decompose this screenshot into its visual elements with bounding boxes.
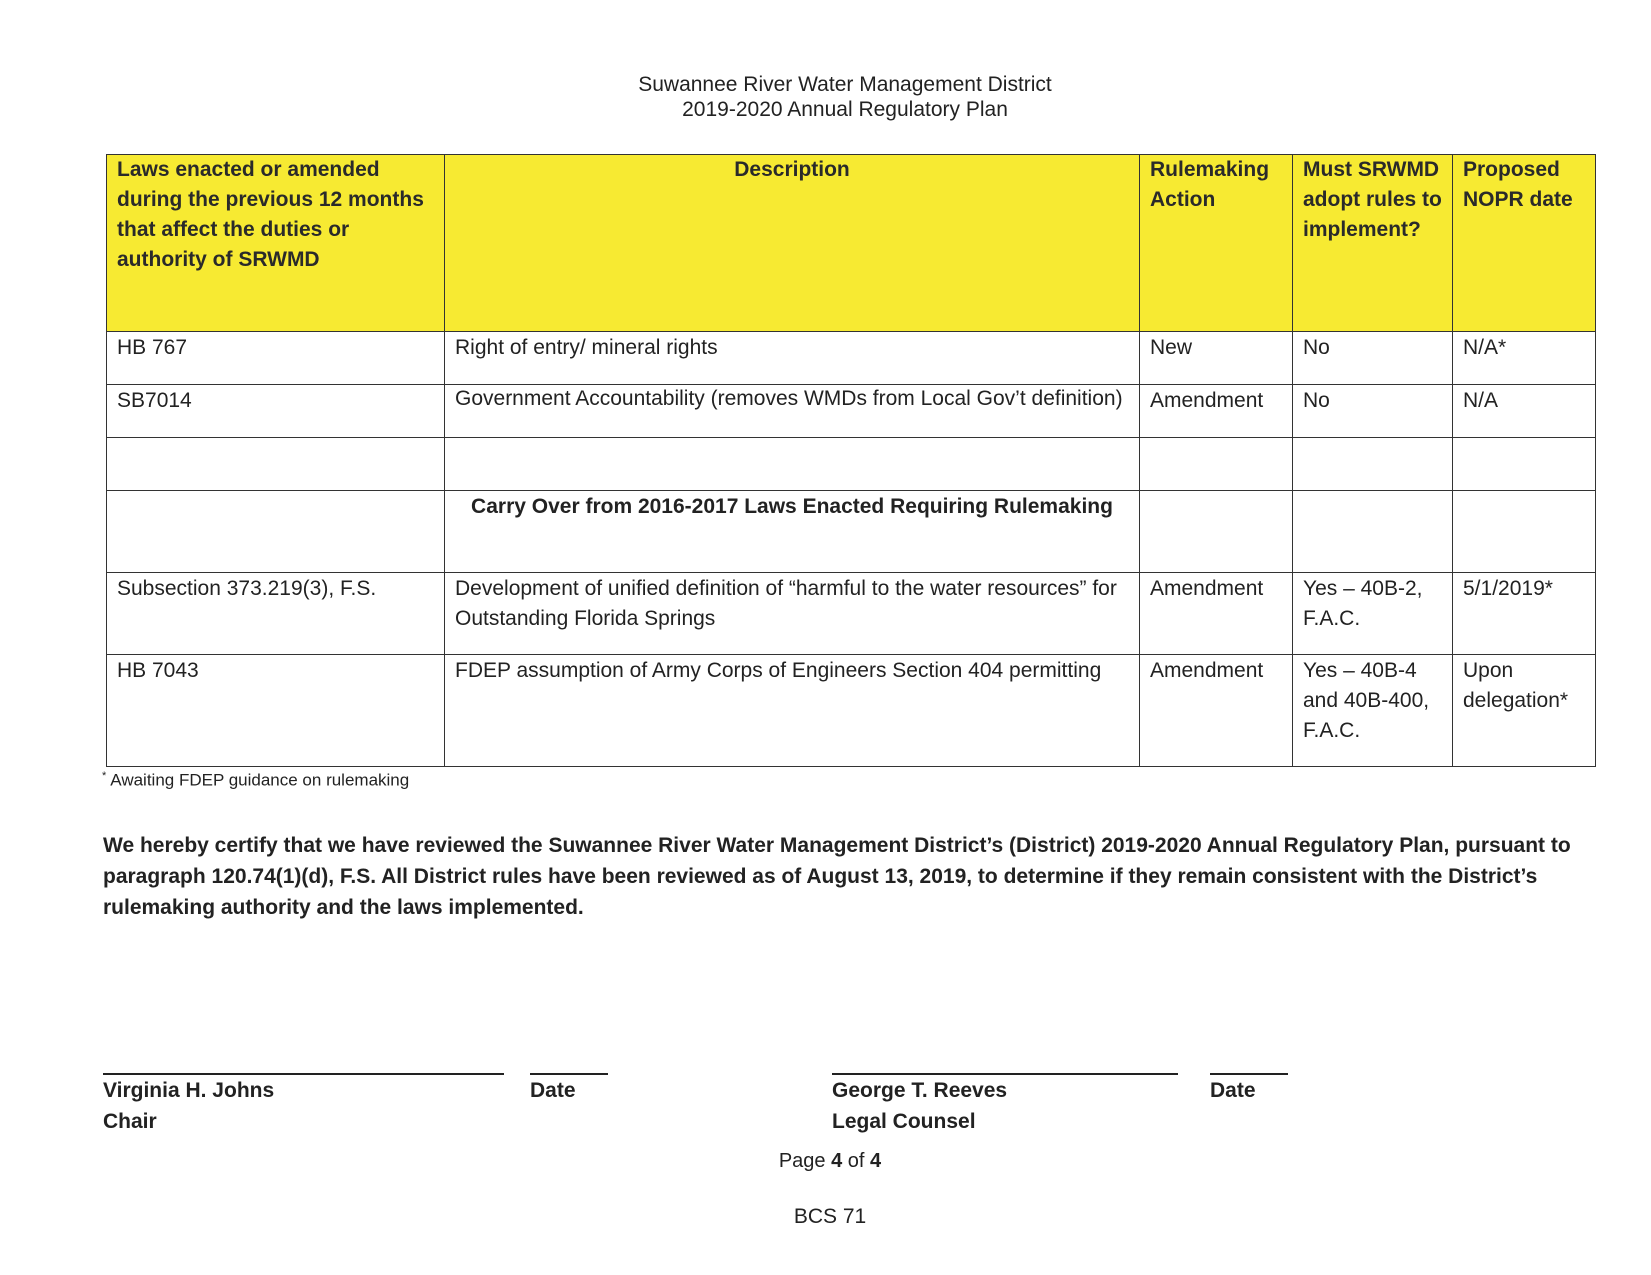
table-row-empty bbox=[107, 438, 1596, 491]
nopr-cell: 5/1/2019* bbox=[1453, 573, 1596, 655]
law-cell: HB 7043 bbox=[107, 655, 445, 767]
must-adopt-cell: No bbox=[1293, 385, 1453, 438]
law-cell bbox=[107, 491, 445, 573]
description-cell: Government Accountability (removes WMDs from Local Gov’t definition) bbox=[445, 385, 1140, 438]
action-cell: New bbox=[1140, 332, 1293, 385]
must-adopt-cell: Yes – 40B-2, F.A.C. bbox=[1293, 573, 1453, 655]
nopr-cell bbox=[1453, 491, 1596, 573]
must-adopt-cell bbox=[1293, 438, 1453, 491]
certification-statement: We hereby certify that we have reviewed the Suwannee River Water Management District’s (District) 2019-2020 Annual Regulatory Plan, pursuant to paragraph 120.74(1)(d), F.S. All District rules have been reviewed as of August 13, 2019, to determine if they remain consistent with the District’s rulemaking authority and the laws implemented. bbox=[103, 834, 1571, 919]
page-current: 4 bbox=[831, 1150, 843, 1172]
action-cell: Amendment bbox=[1140, 655, 1293, 767]
table-row bbox=[107, 655, 1596, 767]
signature-block-counsel bbox=[832, 1075, 1007, 1137]
table-footnote bbox=[102, 770, 409, 791]
must-adopt-cell: No bbox=[1293, 332, 1453, 385]
nopr-cell: N/A* bbox=[1453, 332, 1596, 385]
description-cell: Right of entry/ mineral rights bbox=[445, 332, 1140, 385]
action-cell bbox=[1140, 491, 1293, 573]
signature-block-chair bbox=[103, 1075, 274, 1137]
page-prefix: Page bbox=[778, 1150, 826, 1172]
page-number bbox=[0, 1150, 1651, 1173]
signer-name: Virginia H. Johns bbox=[103, 1079, 275, 1102]
action-cell bbox=[1140, 438, 1293, 491]
law-cell bbox=[107, 438, 445, 491]
column-header-rulemaking-action: Rulemaking Action bbox=[1140, 155, 1293, 332]
column-header-nopr-date: Proposed NOPR date bbox=[1453, 155, 1596, 332]
table-header-row bbox=[107, 155, 1596, 332]
plan-title: 2019-2020 Annual Regulatory Plan bbox=[682, 98, 1008, 121]
bcs-number: BCS 71 bbox=[793, 1205, 867, 1228]
date-label-counsel: Date bbox=[1210, 1079, 1256, 1102]
nopr-cell: N/A bbox=[1453, 385, 1596, 438]
law-cell: SB7014 bbox=[107, 385, 445, 438]
footnote-text: Awaiting FDEP guidance on rulemaking bbox=[110, 770, 410, 790]
must-adopt-cell bbox=[1293, 491, 1453, 573]
action-cell: Amendment bbox=[1140, 385, 1293, 438]
table-row bbox=[107, 332, 1596, 385]
law-cell: Subsection 373.219(3), F.S. bbox=[107, 573, 445, 655]
law-cell: HB 767 bbox=[107, 332, 445, 385]
document-header bbox=[0, 72, 1651, 122]
table-row bbox=[107, 385, 1596, 438]
date-label-chair: Date bbox=[530, 1079, 576, 1102]
page-total: 4 bbox=[870, 1150, 882, 1172]
table-section-row bbox=[107, 491, 1596, 573]
signer-title: Chair bbox=[103, 1110, 157, 1133]
table-row bbox=[107, 573, 1596, 655]
description-cell: FDEP assumption of Army Corps of Engineers Section 404 permitting bbox=[445, 655, 1140, 767]
column-header-description: Description bbox=[445, 155, 1140, 332]
page-of: of bbox=[847, 1150, 865, 1172]
footnote-marker: * bbox=[102, 770, 107, 782]
nopr-cell bbox=[1453, 438, 1596, 491]
description-cell bbox=[445, 438, 1140, 491]
regulatory-plan-table bbox=[106, 154, 1596, 767]
section-heading-cell: Carry Over from 2016-2017 Laws Enacted Requiring Rulemaking bbox=[445, 491, 1140, 573]
must-adopt-cell: Yes – 40B-4 and 40B-400, F.A.C. bbox=[1293, 655, 1453, 767]
signer-name: George T. Reeves bbox=[832, 1079, 1008, 1102]
district-name: Suwannee River Water Management District bbox=[638, 73, 1052, 96]
nopr-cell: Upon delegation* bbox=[1453, 655, 1596, 767]
signer-title: Legal Counsel bbox=[832, 1110, 976, 1133]
column-header-laws: Laws enacted or amended during the previous 12 months that affect the duties or authority of SRWMD bbox=[107, 155, 445, 332]
column-header-must-adopt: Must SRWMD adopt rules to implement? bbox=[1293, 155, 1453, 332]
action-cell: Amendment bbox=[1140, 573, 1293, 655]
description-cell: Development of unified definition of “harmful to the water resources” for Outstanding Florida Springs bbox=[445, 573, 1140, 655]
